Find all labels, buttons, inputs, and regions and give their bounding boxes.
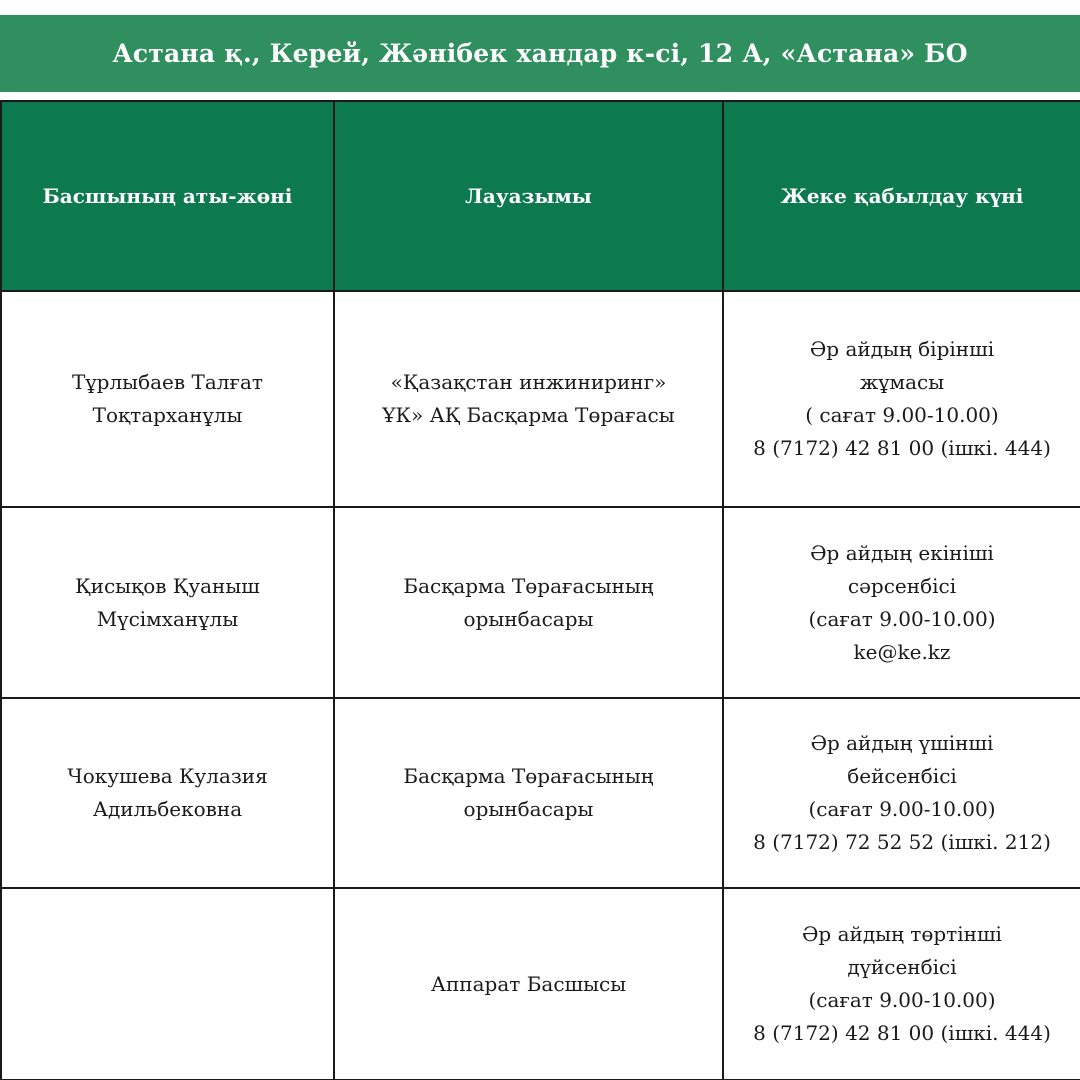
- cell-position: [334, 888, 723, 1080]
- cell-text: сәрсенбісі: [847, 573, 957, 598]
- cell-text: Басқарма Төрағасының: [403, 573, 654, 598]
- table-header-row: [1, 101, 1080, 291]
- table-row: [1, 698, 1080, 888]
- cell-phone: 8 (7172) 42 81 00 (ішкі. 444): [753, 1021, 1051, 1045]
- cell-text: Қисықов Қуаныш: [75, 573, 260, 598]
- header-position: Лауазымы: [334, 101, 723, 291]
- cell-text: Әр айдың үшінші: [810, 731, 994, 755]
- cell-name: [1, 507, 334, 698]
- cell-text: орынбасары: [463, 797, 594, 821]
- cell-text: ҰК» АҚ Басқарма Төрағасы: [382, 403, 675, 427]
- cell-reception: [723, 507, 1080, 698]
- cell-text: (сағат 9.00-10.00): [808, 797, 996, 821]
- reception-schedule-table: [0, 100, 1080, 1080]
- cell-text: (сағат 9.00-10.00): [808, 988, 996, 1012]
- cell-name: [1, 888, 334, 1080]
- cell-phone: 8 (7172) 42 81 00 (ішкі. 444): [753, 436, 1051, 460]
- cell-text: жұмасы: [859, 370, 945, 394]
- cell-text: Тұрлыбаев Талғат: [72, 370, 263, 394]
- cell-text: орынбасары: [463, 606, 594, 631]
- cell-position: [334, 507, 723, 698]
- cell-text: Басқарма Төрағасының: [403, 764, 654, 788]
- cell-text: Аппарат Басшысы: [430, 971, 627, 996]
- cell-reception: [723, 291, 1080, 507]
- cell-name: [1, 698, 334, 888]
- cell-name: [1, 291, 334, 507]
- cell-text: «Қазақстан инжиниринг»: [390, 370, 667, 394]
- cell-text: Адильбековна: [92, 797, 243, 821]
- cell-text: Чокушева Кулазия: [67, 764, 268, 788]
- cell-reception: [723, 888, 1080, 1080]
- cell-text: ( сағат 9.00-10.00): [805, 403, 999, 427]
- table-row: [1, 888, 1080, 1080]
- cell-text: Тоқтарханұлы: [92, 403, 243, 427]
- cell-text: Әр айдың екініші: [810, 540, 994, 565]
- cell-phone: 8 (7172) 72 52 52 (ішкі. 212): [753, 830, 1051, 854]
- table-row: [1, 291, 1080, 507]
- cell-text: Әр айдың төртінші: [802, 922, 1002, 946]
- cell-text: (сағат 9.00-10.00): [808, 606, 996, 631]
- cell-reception: [723, 698, 1080, 888]
- cell-text: бейсенбісі: [847, 764, 957, 788]
- cell-email: ke@ke.kz: [853, 639, 951, 664]
- cell-text: Мүсімханұлы: [96, 606, 239, 631]
- cell-text: Әр айдың бірінші: [809, 337, 995, 361]
- cell-text: дүйсенбісі: [847, 955, 957, 979]
- cell-position: [334, 291, 723, 507]
- header-reception-day: Жеке қабылдау күні: [723, 101, 1080, 291]
- page-title: Астана қ., Керей, Жәнібек хандар к-сі, 12 А, «Астана» БО: [0, 15, 1080, 92]
- header-name: Басшының аты-жөні: [1, 101, 334, 291]
- cell-position: [334, 698, 723, 888]
- table-row: [1, 507, 1080, 698]
